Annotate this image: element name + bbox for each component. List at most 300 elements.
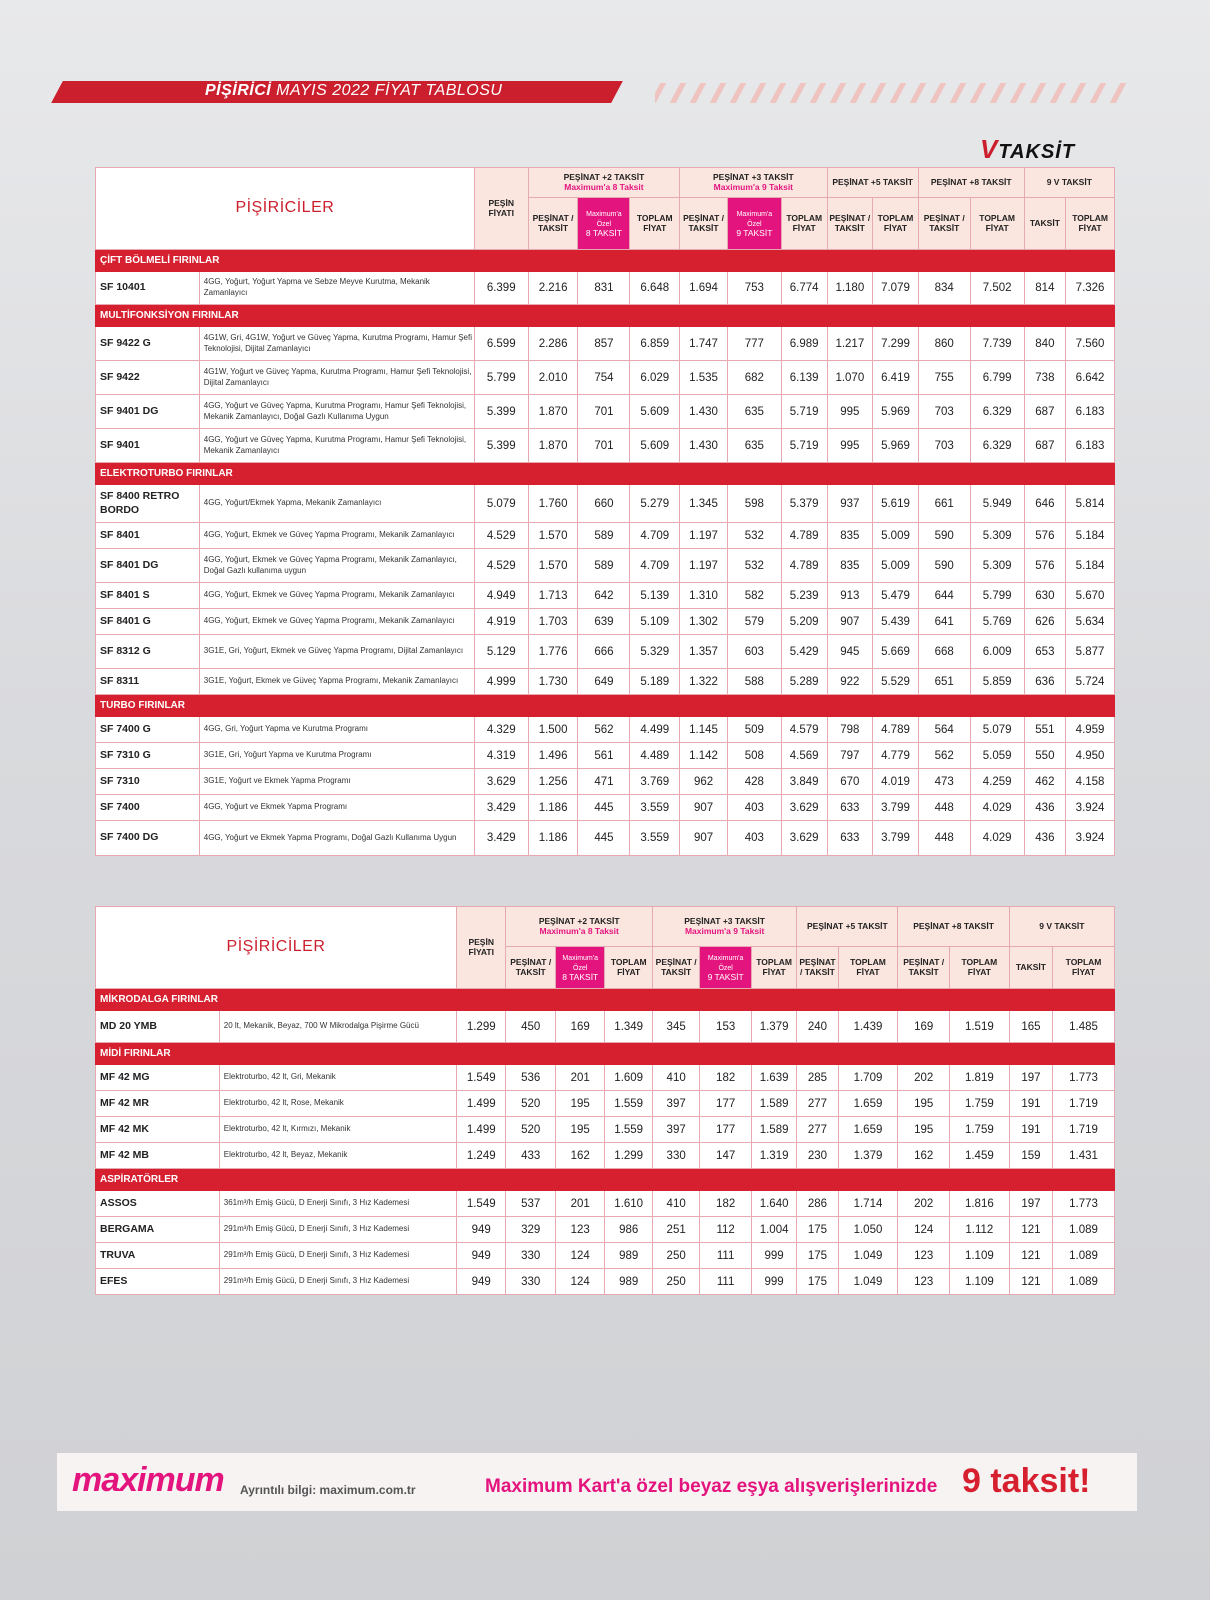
price-cell: 5.009 (873, 523, 919, 549)
price-cell: 4.319 (474, 743, 528, 769)
price-cell: 4.709 (630, 549, 680, 583)
product-code: SF 8312 G (96, 635, 200, 669)
product-code: SF 7400 DG (96, 821, 200, 856)
price-cell: 4.779 (873, 743, 919, 769)
table-row (96, 1269, 1115, 1295)
price-cell: 550 (1024, 743, 1066, 769)
category-label: ELEKTROTURBO FIRINLAR (96, 463, 1115, 485)
category-label: ASPİRATÖRLER (96, 1169, 1115, 1191)
price-cell: 4.158 (1066, 769, 1115, 795)
product-desc: 3G1E, Gri, Yoğurt Yapma ve Kurutma Programı (199, 743, 474, 769)
product-desc: 4GG, Yoğurt ve Ekmek Yapma Programı, Doğal Gazlı Kullanıma Uygun (199, 821, 474, 856)
price-cell: 5.799 (474, 361, 528, 395)
col-group-8taksit: PEŞİNAT +8 TAKSİT (898, 907, 1009, 947)
price-cell: 835 (827, 523, 873, 549)
price-cell: 1.499 (456, 1091, 506, 1117)
price-cell: 471 (578, 769, 630, 795)
price-cell: 626 (1024, 609, 1066, 635)
price-cell: 3.849 (781, 769, 827, 795)
footer-info: Ayrıntılı bilgi: maximum.com.tr (240, 1483, 416, 1497)
price-cell: 4.529 (474, 523, 528, 549)
price-cell: 660 (578, 485, 630, 523)
price-cell: 436 (1024, 821, 1066, 856)
footer-message: Maximum Kart'a özel beyaz eşya alışverişlerinizde (485, 1476, 938, 1497)
table-row (96, 743, 1115, 769)
price-cell: 5.670 (1066, 583, 1115, 609)
price-cell: 182 (700, 1191, 752, 1217)
price-cell: 682 (727, 361, 781, 395)
price-cell: 1.299 (456, 1011, 506, 1043)
price-cell: 5.719 (781, 395, 827, 429)
price-cell: 195 (555, 1117, 605, 1143)
price-cell: 5.399 (474, 395, 528, 429)
price-cell: 403 (727, 795, 781, 821)
price-cell: 840 (1024, 327, 1066, 361)
price-cell: 989 (605, 1269, 652, 1295)
price-cell: 3.429 (474, 821, 528, 856)
price-cell: 1.719 (1053, 1091, 1115, 1117)
price-cell: 5.669 (873, 635, 919, 669)
product-code: SF 8401 G (96, 609, 200, 635)
price-cell: 589 (578, 549, 630, 583)
price-cell: 4.029 (970, 821, 1024, 856)
table-title: PİŞİRİCİLER (96, 168, 475, 250)
price-cell: 1.112 (949, 1217, 1009, 1243)
col-pt: PEŞİNAT / TAKSİT (918, 198, 970, 250)
price-cell: 520 (506, 1091, 556, 1117)
price-cell: 5.769 (970, 609, 1024, 635)
col-group-2taksit: PEŞİNAT +2 TAKSİT Maximum'a 8 Taksit (528, 168, 679, 198)
price-cell: 635 (727, 429, 781, 463)
product-code: SF 8401 DG (96, 549, 200, 583)
price-cell: 1.589 (751, 1117, 796, 1143)
category-label: MİDİ FIRINLAR (96, 1043, 1115, 1065)
price-cell: 201 (555, 1191, 605, 1217)
product-desc: 4G1W, Gri, 4G1W, Yoğurt ve Güveç Yapma, Kurutma Programı, Hamur Şefi Teknolojisi, Dijital Zamanlayıcı (199, 327, 474, 361)
price-cell: 5.079 (970, 717, 1024, 743)
price-cell: 1.142 (680, 743, 728, 769)
price-cell: 5.634 (1066, 609, 1115, 635)
price-cell: 1.870 (528, 429, 578, 463)
price-cell: 1.694 (680, 272, 728, 305)
product-desc: 4GG, Yoğurt/Ekmek Yapma, Mekanik Zamanlayıcı (199, 485, 474, 523)
price-cell: 753 (727, 272, 781, 305)
price-cell: 6.774 (781, 272, 827, 305)
price-cell: 590 (918, 549, 970, 583)
price-cell: 949 (456, 1217, 506, 1243)
price-cell: 508 (727, 743, 781, 769)
table-row (96, 1191, 1115, 1217)
price-cell: 5.379 (781, 485, 827, 523)
price-cell: 4.789 (781, 523, 827, 549)
price-cell: 1.379 (751, 1011, 796, 1043)
price-cell: 5.949 (970, 485, 1024, 523)
price-cell: 6.419 (873, 361, 919, 395)
price-cell: 433 (506, 1143, 556, 1169)
price-cell: 633 (827, 795, 873, 821)
price-cell: 1.703 (528, 609, 578, 635)
price-cell: 6.599 (474, 327, 528, 361)
table-row (96, 635, 1115, 669)
price-cell: 1.776 (528, 635, 578, 669)
col-group-8taksit: PEŞİNAT +8 TAKSİT (918, 168, 1024, 198)
price-cell: 579 (727, 609, 781, 635)
product-code: TRUVA (96, 1243, 220, 1269)
price-cell: 7.560 (1066, 327, 1115, 361)
price-cell: 797 (827, 743, 873, 769)
price-cell: 6.139 (781, 361, 827, 395)
price-cell: 738 (1024, 361, 1066, 395)
price-cell: 701 (578, 395, 630, 429)
page-title: PİŞİRİCİ MAYIS 2022 FİYAT TABLOSU (205, 82, 503, 99)
price-cell: 814 (1024, 272, 1066, 305)
price-cell: 4.529 (474, 549, 528, 583)
price-cell: 1.089 (1053, 1217, 1115, 1243)
price-cell: 6.329 (970, 395, 1024, 429)
price-cell: 5.184 (1066, 523, 1115, 549)
col-pt: PEŞİNAT / TAKSİT (652, 947, 699, 989)
price-cell: 633 (827, 821, 873, 856)
price-cell: 3.799 (873, 795, 919, 821)
product-desc: 4GG, Yoğurt ve Güveç Yapma, Kurutma Programı, Hamur Şefi Teknolojisi, Mekanik Zamanlayıcı, Doğal Gazlı Kullanıma Uygun (199, 395, 474, 429)
price-cell: 121 (1009, 1269, 1052, 1295)
price-cell: 754 (578, 361, 630, 395)
price-cell: 1.570 (528, 549, 578, 583)
price-cell: 4.019 (873, 769, 919, 795)
product-desc: 4GG, Yoğurt, Yoğurt Yapma ve Sebze Meyve Kurutma, Mekanik Zamanlayıcı (199, 272, 474, 305)
col-toplam: TOPLAM FİYAT (605, 947, 652, 989)
price-cell: 123 (898, 1243, 950, 1269)
price-cell: 670 (827, 769, 873, 795)
price-cell: 124 (555, 1269, 605, 1295)
price-cell: 1.570 (528, 523, 578, 549)
decorative-stripes (655, 83, 1145, 103)
price-cell: 7.079 (873, 272, 919, 305)
price-cell: 653 (1024, 635, 1066, 669)
price-cell: 3.629 (781, 821, 827, 856)
price-cell: 5.969 (873, 429, 919, 463)
product-desc: 4GG, Yoğurt, Ekmek ve Güveç Yapma Programı, Mekanik Zamanlayıcı, Doğal Gazlı kullanıma uygun (199, 549, 474, 583)
product-code: EFES (96, 1269, 220, 1295)
table-row (96, 327, 1115, 361)
col-group-9v: 9 V TAKSİT (1009, 907, 1114, 947)
price-cell: 153 (700, 1011, 752, 1043)
price-cell: 509 (727, 717, 781, 743)
price-cell: 2.286 (528, 327, 578, 361)
price-cell: 755 (918, 361, 970, 395)
price-cell: 1.299 (605, 1143, 652, 1169)
product-code: SF 8311 (96, 669, 200, 695)
price-cell: 588 (727, 669, 781, 695)
price-cell: 1.816 (949, 1191, 1009, 1217)
price-cell: 1.639 (751, 1065, 796, 1091)
price-cell: 3.629 (781, 795, 827, 821)
price-cell: 5.814 (1066, 485, 1115, 523)
product-code: MF 42 MK (96, 1117, 220, 1143)
price-cell: 1.713 (528, 583, 578, 609)
price-cell: 1.439 (838, 1011, 898, 1043)
price-cell: 639 (578, 609, 630, 635)
table-row (96, 769, 1115, 795)
price-cell: 1.759 (949, 1117, 1009, 1143)
category-row (96, 463, 1115, 485)
product-code: SF 7400 (96, 795, 200, 821)
product-desc: 291m³/h Emiş Gücü, D Enerji Sınıfı, 3 Hız Kademesi (219, 1269, 456, 1295)
col-group-2taksit: PEŞİNAT +2 TAKSİT Maximum'a 8 Taksit (506, 907, 652, 947)
product-desc: 4G1W, Yoğurt ve Güveç Yapma, Kurutma Programı, Hamur Şefi Teknolojisi, Dijital Zamanlayıcı (199, 361, 474, 395)
category-row (96, 250, 1115, 272)
price-cell: 4.999 (474, 669, 528, 695)
col-ozel-9: Maximum'a Özel 9 TAKSİT (727, 198, 781, 250)
price-cell: 907 (680, 821, 728, 856)
category-row (96, 1043, 1115, 1065)
product-desc: 3G1E, Yoğurt, Ekmek ve Güveç Yapma Programı, Mekanik Zamanlayıcı (199, 669, 474, 695)
price-cell: 798 (827, 717, 873, 743)
product-code: SF 7310 (96, 769, 200, 795)
price-cell: 3.924 (1066, 795, 1115, 821)
table-row (96, 821, 1115, 856)
price-cell: 6.329 (970, 429, 1024, 463)
price-cell: 195 (898, 1091, 950, 1117)
price-cell: 831 (578, 272, 630, 305)
price-cell: 111 (700, 1269, 752, 1295)
product-code: ASSOS (96, 1191, 220, 1217)
price-cell: 3.769 (630, 769, 680, 795)
price-cell: 177 (700, 1091, 752, 1117)
price-cell: 1.217 (827, 327, 873, 361)
price-cell: 4.950 (1066, 743, 1115, 769)
col-ozel-8: Maximum'a Özel 8 TAKSİT (578, 198, 630, 250)
price-cell: 1.773 (1053, 1065, 1115, 1091)
price-cell: 462 (1024, 769, 1066, 795)
price-cell: 1.186 (528, 795, 578, 821)
table-row (96, 609, 1115, 635)
category-label: MİKRODALGA FIRINLAR (96, 989, 1115, 1011)
category-row (96, 1169, 1115, 1191)
price-cell: 191 (1009, 1091, 1052, 1117)
price-cell: 1.070 (827, 361, 873, 395)
price-cell: 1.349 (605, 1011, 652, 1043)
price-cell: 5.129 (474, 635, 528, 669)
price-cell: 6.183 (1066, 395, 1115, 429)
table-row (96, 361, 1115, 395)
col-group-5taksit: PEŞİNAT +5 TAKSİT (797, 907, 898, 947)
price-cell: 5.059 (970, 743, 1024, 769)
price-cell: 5.439 (873, 609, 919, 635)
col-group-3taksit: PEŞİNAT +3 TAKSİT Maximum'a 9 Taksit (652, 907, 796, 947)
price-cell: 666 (578, 635, 630, 669)
price-cell: 649 (578, 669, 630, 695)
price-cell: 191 (1009, 1117, 1052, 1143)
category-row (96, 695, 1115, 717)
price-cell: 4.789 (873, 717, 919, 743)
product-desc: 291m³/h Emiş Gücü, D Enerji Sınıfı, 3 Hız Kademesi (219, 1217, 456, 1243)
price-cell: 7.502 (970, 272, 1024, 305)
col-toplam: TOPLAM FİYAT (630, 198, 680, 250)
price-cell: 6.989 (781, 327, 827, 361)
price-cell: 330 (506, 1243, 556, 1269)
price-cell: 250 (652, 1243, 699, 1269)
col-pt: PEŞİNAT / TAKSİT (528, 198, 578, 250)
product-code: MF 42 MG (96, 1065, 220, 1091)
product-code: SF 9401 DG (96, 395, 200, 429)
table-row (96, 395, 1115, 429)
price-cell: 5.969 (873, 395, 919, 429)
price-cell: 6.183 (1066, 429, 1115, 463)
price-cell: 197 (1009, 1191, 1052, 1217)
price-cell: 3.799 (873, 821, 919, 856)
product-code: SF 8400 RETRO BORDO (96, 485, 200, 523)
price-cell: 5.724 (1066, 669, 1115, 695)
price-cell: 532 (727, 549, 781, 583)
table-row (96, 1143, 1115, 1169)
price-cell: 703 (918, 395, 970, 429)
price-cell: 551 (1024, 717, 1066, 743)
product-desc: Elektroturbo, 42 lt, Beyaz, Mekanik (219, 1143, 456, 1169)
price-cell: 5.609 (630, 429, 680, 463)
price-cell: 345 (652, 1011, 699, 1043)
product-desc: 4GG, Yoğurt, Ekmek ve Güveç Yapma Programı, Mekanik Zamanlayıcı (199, 583, 474, 609)
price-cell: 562 (918, 743, 970, 769)
price-cell: 1.659 (838, 1117, 898, 1143)
price-cell: 111 (700, 1243, 752, 1269)
col-group-5taksit: PEŞİNAT +5 TAKSİT (827, 168, 918, 198)
table-row (96, 1065, 1115, 1091)
price-cell: 5.139 (630, 583, 680, 609)
price-cell: 5.309 (970, 549, 1024, 583)
product-desc: 4GG, Yoğurt ve Ekmek Yapma Programı (199, 795, 474, 821)
price-cell: 907 (680, 795, 728, 821)
price-cell: 1.180 (827, 272, 873, 305)
price-cell: 162 (555, 1143, 605, 1169)
product-desc: 3G1E, Gri, Yoğurt, Ekmek ve Güveç Yapma Programı, Dijital Zamanlayıcı (199, 635, 474, 669)
price-cell: 7.739 (970, 327, 1024, 361)
price-cell: 962 (680, 769, 728, 795)
col-taksit: TAKSİT (1024, 198, 1066, 250)
price-cell: 4.329 (474, 717, 528, 743)
price-cell: 598 (727, 485, 781, 523)
category-label: ÇİFT BÖLMELİ FIRINLAR (96, 250, 1115, 272)
maximum-logo: maximum (72, 1461, 224, 1499)
price-cell: 1.719 (1053, 1117, 1115, 1143)
price-cell: 1.379 (838, 1143, 898, 1169)
table-row (96, 1217, 1115, 1243)
product-code: MD 20 YMB (96, 1011, 220, 1043)
price-cell: 668 (918, 635, 970, 669)
price-cell: 834 (918, 272, 970, 305)
table-row (96, 717, 1115, 743)
price-cell: 641 (918, 609, 970, 635)
price-cell: 1.559 (605, 1091, 652, 1117)
product-desc: 4GG, Yoğurt, Ekmek ve Güveç Yapma Programı, Mekanik Zamanlayıcı (199, 523, 474, 549)
price-cell: 5.877 (1066, 635, 1115, 669)
price-cell: 177 (700, 1117, 752, 1143)
price-cell: 1.709 (838, 1065, 898, 1091)
price-cell: 860 (918, 327, 970, 361)
col-ozel-8: Maximum'a Özel 8 TAKSİT (555, 947, 605, 989)
price-cell: 5.309 (970, 523, 1024, 549)
product-code: SF 8401 S (96, 583, 200, 609)
price-cell: 410 (652, 1191, 699, 1217)
price-cell: 5.009 (873, 549, 919, 583)
price-cell: 445 (578, 821, 630, 856)
price-cell: 202 (898, 1191, 950, 1217)
col-pt: PEŞİNAT / TAKSİT (506, 947, 556, 989)
price-cell: 1.109 (949, 1243, 1009, 1269)
price-cell: 1.870 (528, 395, 578, 429)
price-cell: 703 (918, 429, 970, 463)
product-desc: Elektroturbo, 42 lt, Rose, Mekanik (219, 1091, 456, 1117)
col-toplam: TOPLAM FİYAT (781, 198, 827, 250)
product-code: BERGAMA (96, 1217, 220, 1243)
price-cell: 6.399 (474, 272, 528, 305)
price-cell: 436 (1024, 795, 1066, 821)
price-cell: 195 (898, 1117, 950, 1143)
price-cell: 857 (578, 327, 630, 361)
price-cell: 1.197 (680, 523, 728, 549)
price-cell: 4.579 (781, 717, 827, 743)
price-cell: 7.326 (1066, 272, 1115, 305)
price-cell: 532 (727, 523, 781, 549)
price-cell: 6.642 (1066, 361, 1115, 395)
price-cell: 1.049 (838, 1243, 898, 1269)
price-cell: 1.357 (680, 635, 728, 669)
category-label: MULTİFONKSİYON FIRINLAR (96, 305, 1115, 327)
price-cell: 4.029 (970, 795, 1024, 821)
product-code: SF 9401 (96, 429, 200, 463)
price-cell: 536 (506, 1065, 556, 1091)
price-cell: 169 (898, 1011, 950, 1043)
price-cell: 5.209 (781, 609, 827, 635)
price-cell: 195 (555, 1091, 605, 1117)
price-cell: 907 (827, 609, 873, 635)
price-cell: 1.431 (1053, 1143, 1115, 1169)
price-cell: 646 (1024, 485, 1066, 523)
price-cell: 1.256 (528, 769, 578, 795)
price-cell: 630 (1024, 583, 1066, 609)
price-cell: 1.549 (456, 1191, 506, 1217)
price-cell: 986 (605, 1217, 652, 1243)
product-desc: 4GG, Yoğurt, Ekmek ve Güveç Yapma Programı, Mekanik Zamanlayıcı (199, 609, 474, 635)
price-cell: 445 (578, 795, 630, 821)
price-cell: 1.819 (949, 1065, 1009, 1091)
price-cell: 589 (578, 523, 630, 549)
price-cell: 7.299 (873, 327, 919, 361)
price-cell: 230 (797, 1143, 838, 1169)
price-cell: 2.010 (528, 361, 578, 395)
col-toplam-fiyat: TOPLAM FİYAT (949, 947, 1009, 989)
price-cell: 651 (918, 669, 970, 695)
table-row (96, 485, 1115, 523)
price-cell: 250 (652, 1269, 699, 1295)
price-cell: 949 (456, 1243, 506, 1269)
price-cell: 1.322 (680, 669, 728, 695)
price-cell: 4.919 (474, 609, 528, 635)
price-cell: 403 (727, 821, 781, 856)
col-pesin: PEŞİN FİYATI (474, 168, 528, 250)
price-cell: 4.949 (474, 583, 528, 609)
price-cell: 330 (506, 1269, 556, 1295)
price-cell: 1.659 (838, 1091, 898, 1117)
price-cell: 123 (555, 1217, 605, 1243)
price-cell: 1.310 (680, 583, 728, 609)
price-cell: 285 (797, 1065, 838, 1091)
product-code: MF 42 MB (96, 1143, 220, 1169)
price-cell: 562 (578, 717, 630, 743)
price-cell: 6.009 (970, 635, 1024, 669)
price-cell: 175 (797, 1217, 838, 1243)
col-pt: PEŞİNAT / TAKSİT (898, 947, 950, 989)
